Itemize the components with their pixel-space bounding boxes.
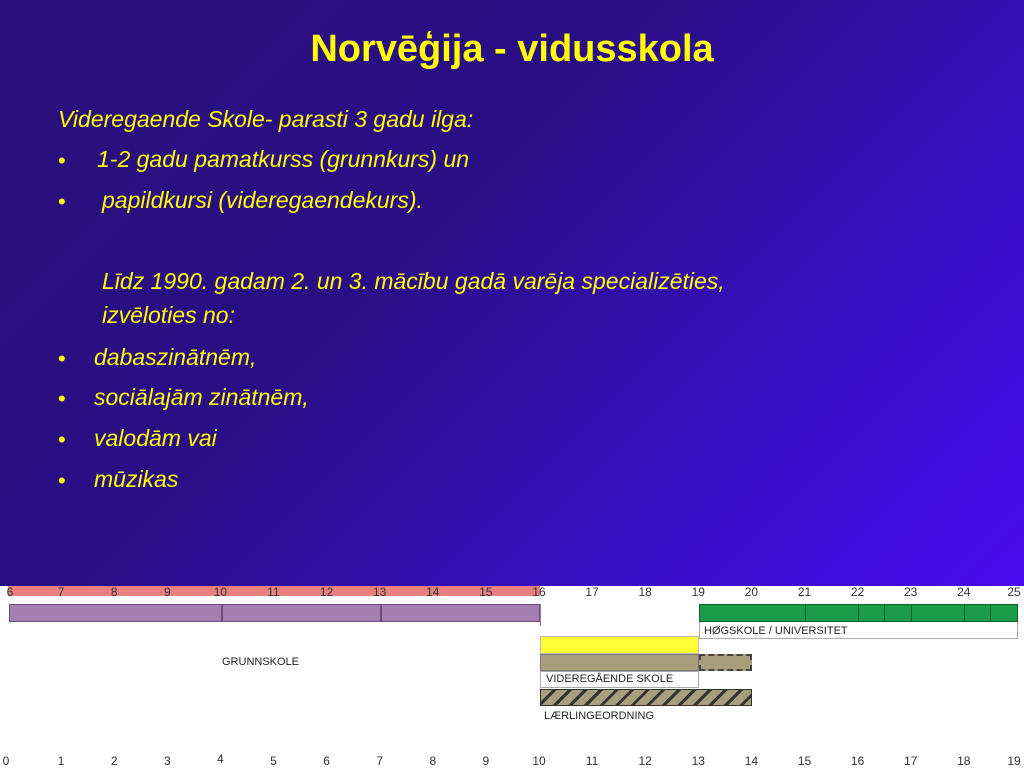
laerling-bar	[540, 689, 752, 706]
year-tick: 13	[691, 754, 705, 768]
slide-title: Norvēģija - vidusskola	[310, 28, 714, 70]
divider	[540, 604, 541, 626]
year-tick: 12	[638, 754, 652, 768]
paragraph-line: izvēloties no:	[102, 302, 235, 328]
videregaende-bar-khaki	[540, 654, 699, 671]
bullet-icon: •	[58, 189, 66, 214]
year-tick: 8	[429, 754, 437, 768]
year-tick: 4	[217, 752, 224, 766]
bullet-item: sociālajām zinātnēm,	[94, 384, 309, 410]
year-tick: 19	[1007, 754, 1021, 768]
bullet-icon: •	[58, 427, 66, 452]
year-tick: 1	[57, 754, 65, 768]
divider	[858, 604, 859, 622]
age-tick: 7	[57, 585, 65, 599]
age-tick: 22	[850, 585, 865, 599]
year-tick: 3	[163, 754, 171, 768]
divider	[964, 604, 965, 622]
year-tick: 10	[532, 754, 546, 768]
age-tick: 15	[479, 585, 493, 599]
divider	[805, 604, 806, 622]
divider	[990, 604, 991, 622]
bullet-icon: •	[58, 468, 66, 493]
paragraph-line: Līdz 1990. gadam 2. un 3. mācību gadā varēja specializēties,	[102, 268, 725, 294]
age-tick: 24	[957, 585, 971, 599]
year-tick: 15	[797, 754, 812, 768]
age-tick: 21	[797, 585, 812, 599]
year-tick: 16	[850, 754, 865, 768]
year-tick: 9	[482, 754, 490, 768]
bullet-item: mūzikas	[94, 466, 179, 492]
videregaende-label: VIDEREGÅENDE SKOLE	[546, 673, 674, 685]
age-tick: 9	[163, 585, 171, 599]
bullet-item: 1-2 gadu pamatkurss (grunnkurs) un	[97, 146, 470, 172]
age-tick: 10	[213, 585, 228, 599]
year-tick: 18	[957, 754, 971, 768]
divider	[884, 604, 885, 622]
bullet-item: dabaszinātnēm,	[94, 344, 257, 370]
grunnskole-label: GRUNNSKOLE	[222, 656, 300, 668]
year-tick: 6	[323, 754, 330, 768]
age-tick: 14	[426, 585, 440, 599]
age-tick: 20	[744, 585, 759, 599]
age-tick: 18	[638, 585, 652, 599]
grunnskole-bar	[381, 604, 540, 622]
laerling-label: LÆRLINGEORDNING	[544, 710, 655, 722]
age-tick: 23	[904, 585, 918, 599]
age-tick: 25	[1007, 585, 1021, 599]
age-tick: 12	[319, 585, 334, 599]
age-tick: 16	[532, 585, 546, 599]
bullet-item: valodām vai	[94, 425, 217, 451]
bullet-icon: •	[58, 346, 66, 371]
bullet-icon: •	[58, 386, 66, 411]
age-tick: 13	[373, 585, 387, 599]
grunnskole-bar	[9, 604, 222, 622]
age-tick: 17	[585, 585, 599, 599]
videregaende-extension	[699, 654, 752, 671]
year-tick: 2	[110, 754, 118, 768]
year-tick: 7	[376, 754, 384, 768]
age-tick: 8	[110, 585, 118, 599]
year-tick: 11	[585, 754, 599, 768]
year-tick: 14	[744, 754, 759, 768]
year-tick: 0	[2, 754, 10, 768]
year-tick: 5	[270, 754, 277, 768]
year-tick: 17	[904, 754, 918, 768]
grunnskole-bar	[222, 604, 381, 622]
divider	[911, 604, 912, 622]
bullet-icon: •	[58, 148, 66, 173]
age-tick: 6	[6, 585, 14, 599]
bullet-item: papildkursi (videregaendekurs).	[102, 187, 423, 213]
age-tick: 11	[267, 585, 280, 599]
age-tick: 19	[691, 585, 705, 599]
videregaende-bar-yellow	[540, 636, 699, 654]
intro-text: Videregaende Skole- parasti 3 gadu ilga:	[58, 106, 474, 132]
hogskole-label: HØGSKOLE / UNIVERSITET	[704, 625, 848, 637]
